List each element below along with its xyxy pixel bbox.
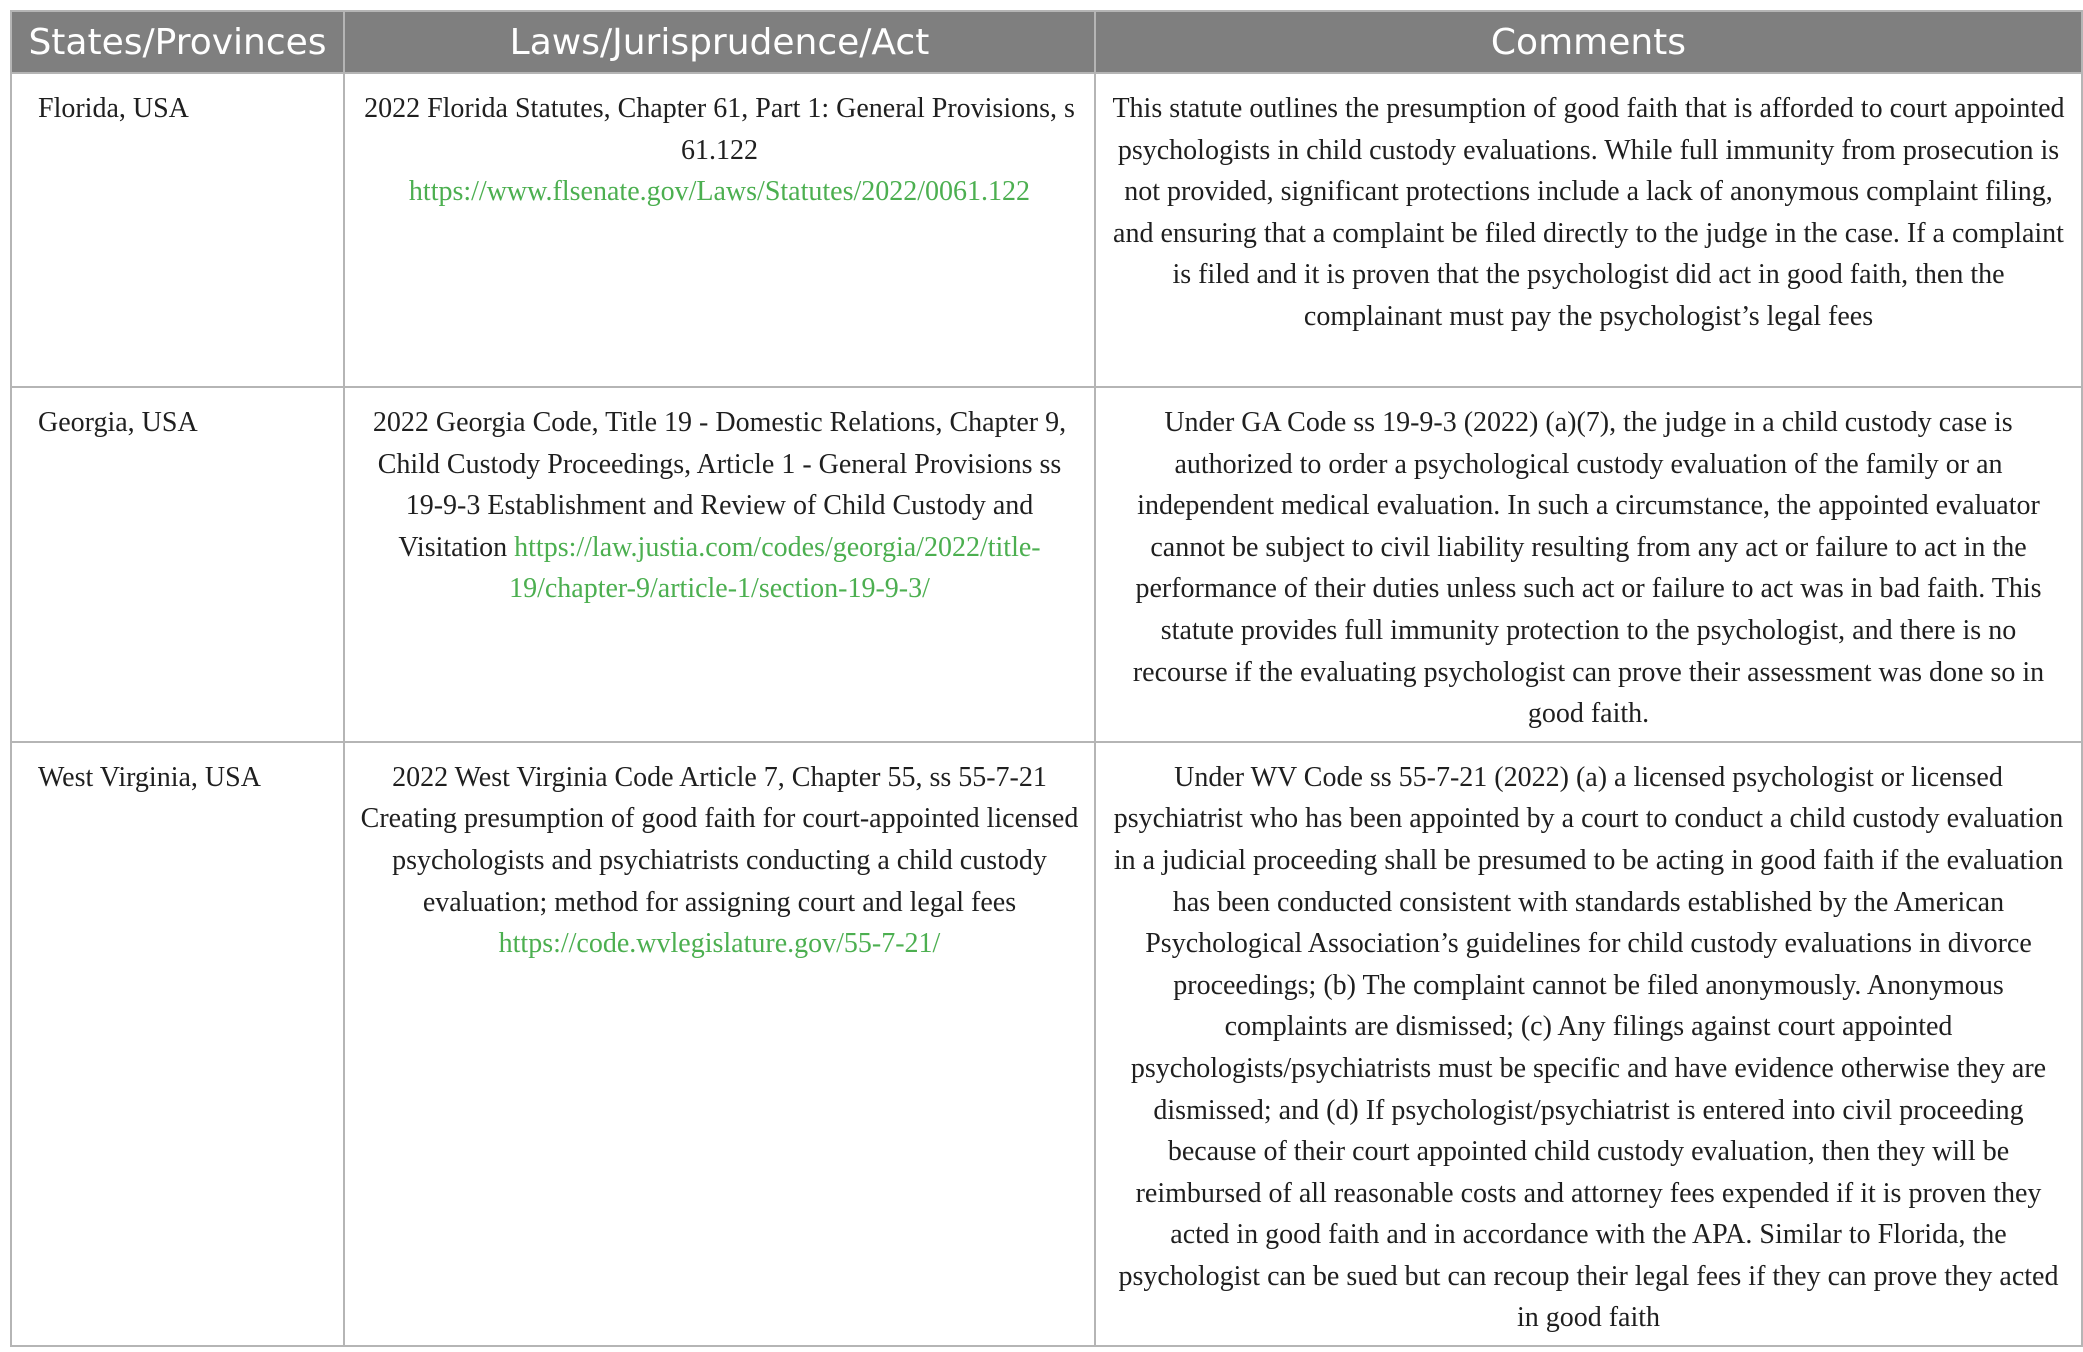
laws-table	[10, 10, 2083, 1347]
header-states: States/Provinces	[11, 11, 344, 73]
law-text: 2022 Georgia Code, Title 19 - Domestic Relations, Chapter 9, Child Custody Proceedings, Article 1 - General Provisions ss 19-9-3 Establishment and Review of Child Custody and Visitation	[372, 407, 1067, 563]
table-container	[10, 10, 2081, 1347]
header-laws: Laws/Jurisprudence/Act	[344, 11, 1095, 73]
state-cell: Florida, USA	[11, 73, 344, 387]
comment-cell: This statute outlines the presumption of good faith that is afforded to court appointed psychologists in child custody evaluations. While full immunity from prosecution is not provided, significant protections include a lack of anonymous complaint filing, and ensuring that a complaint be filed directly to the judge in the case. If a complaint is filed and it is proven that the psychologist did act in good faith, then the complainant must pay the psychologist’s legal fees	[1095, 73, 2082, 387]
comment-cell: Under WV Code ss 55-7-21 (2022) (a) a licensed psychologist or licensed psychiatrist who has been appointed by a court to conduct a child custody evaluation in a judicial proceeding shall be presumed to be acting in good faith if the evaluation has been conducted consistent with standards established by the American Psychological Association’s guidelines for child custody evaluations in divorce proceedings; (b) The complaint cannot be filed anonymously. Anonymous complaints are dismissed; (c) Any filings against court appointed psychologists/psychiatrists must be specific and have evidence otherwise they are dismissed; and (d) If psychologist/psychiatrist is entered into civil proceeding because of their court appointed child custody evaluation, then they will be reimbursed of all reasonable costs and attorney fees expended if it is proven they acted in good faith and in accordance with the APA. Similar to Florida, the psychologist can be sued but can recoup their legal fees if they can prove they acted in good faith	[1095, 742, 2082, 1346]
table-row	[11, 387, 2082, 742]
table-row	[11, 73, 2082, 387]
table-header-row	[11, 11, 2082, 73]
law-link[interactable]: https://code.wvlegislature.gov/55-7-21/	[498, 928, 941, 960]
state-cell: Georgia, USA	[11, 387, 344, 742]
state-cell: West Virginia, USA	[11, 742, 344, 1346]
law-link[interactable]: https://www.flsenate.gov/Laws/Statutes/2022/0061.122	[408, 176, 1031, 208]
law-text: 2022 West Virginia Code Article 7, Chapter 55, ss 55-7-21 Creating presumption of good faith for court-appointed licensed psychologists and psychiatrists conducting a child custody evaluation; method for assigning court and legal fees	[360, 761, 1079, 918]
comment-cell: Under GA Code ss 19-9-3 (2022) (a)(7), the judge in a child custody case is authorized to order a psychological custody evaluation of the family or an independent medical evaluation. In such a circumstance, the appointed evaluator cannot be subject to civil liability resulting from any act or failure to act in the performance of their duties unless such act or failure to act was in bad faith. This statute provides full immunity protection to the psychologist, and there is no recourse if the evaluating psychologist can prove their assessment was done so in good faith.	[1095, 387, 2082, 742]
law-cell	[344, 742, 1095, 1346]
law-cell	[344, 73, 1095, 387]
law-cell	[344, 387, 1095, 742]
law-link[interactable]: https://law.justia.com/codes/georgia/2022/title-19/chapter-9/article-1/section-19-9-3/	[509, 531, 1041, 605]
law-text: 2022 Florida Statutes, Chapter 61, Part 1: General Provisions, s 61.122	[364, 93, 1075, 166]
table-row	[11, 742, 2082, 1346]
header-comments: Comments	[1095, 11, 2082, 73]
